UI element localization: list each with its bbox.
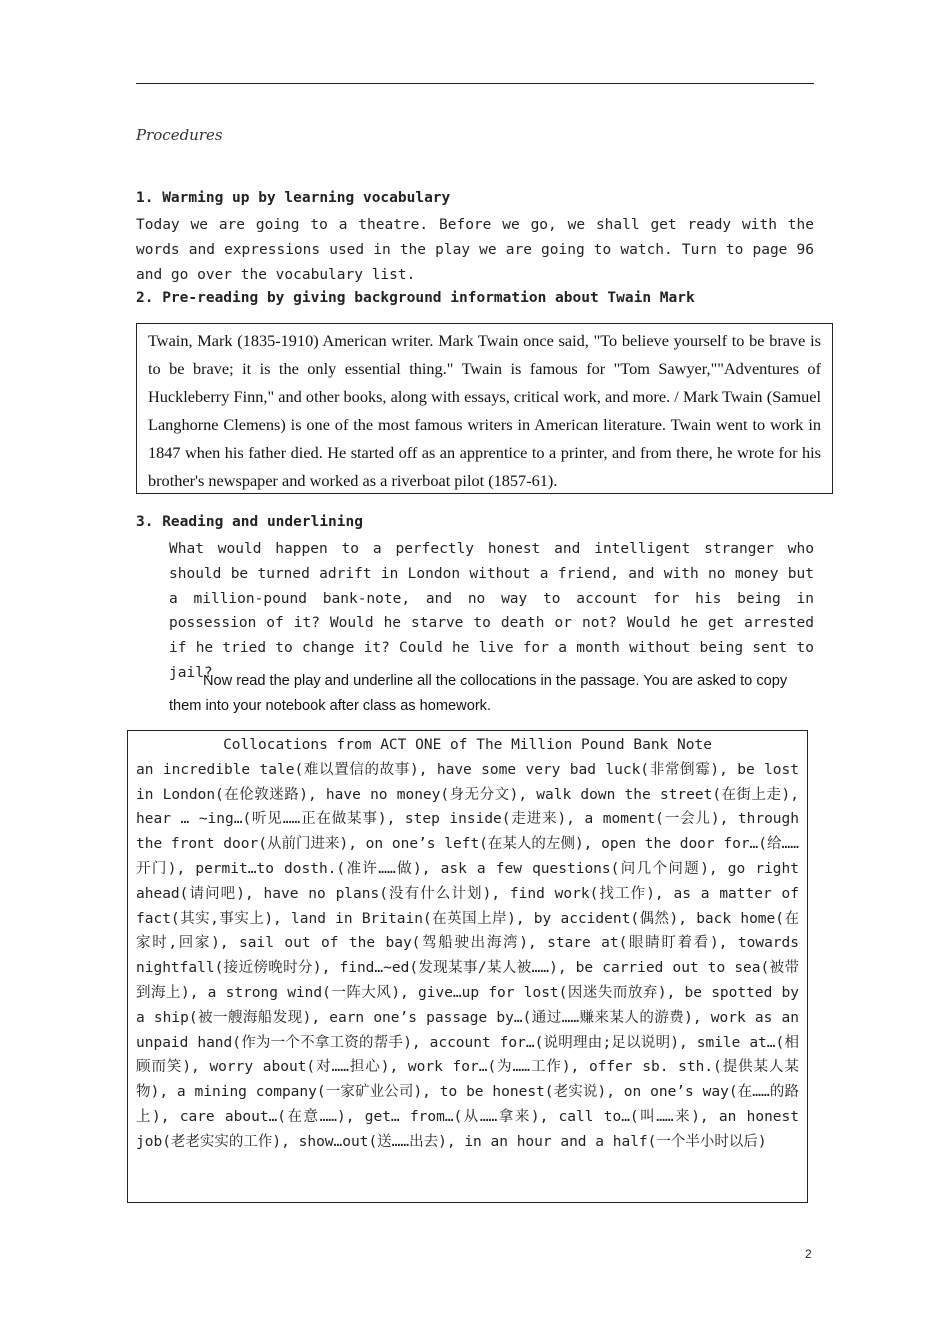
step2-heading: 2. Pre-reading by giving background information about Twain Mark — [136, 290, 695, 306]
collocations-list: an incredible tale(难以置信的故事), have some very bad luck(非常倒霉), be lost in London(在伦敦迷路), have no money(身无分文), walk down the street(在街上走), hear … ~ing…(听见……正在做某事), step inside(走进来), a moment(一会儿), through the front door(从前门进来), on one’s left(在某人的左侧), open the door for…(给……开门), permit…to dosth.(准许……做), ask a few questions(问几个问题), go right ahead(请问吧), have no plans(没有什么计划), find work(找工作), as a matter of fact(其实,事实上), land in Britain(在英国上岸), by accident(偶然), back home(在家时,回家), sail out of the bay(驾船驶出海湾), stare at(眼睛盯着看), towards nightfall(接近傍晚时分), find…~ed(发现某事/某人被……), be carried out to sea(被带到海上), a strong wind(一阵大风), give…up for lost(因迷失而放弃), be spotted by a ship(被一艘海船发现), earn one’s passage by…(通过……赚来某人的游费), work as an unpaid hand(作为一个不拿工资的帮手), account for…(说明理由;足以说明), smile at…(相顾而笑), worry about(对……担心), work for…(为……工作), offer sb. sth.(提供某人某物), a mining company(一家矿业公司), to be honest(老实说), on one’s way(在……的路上), care about…(在意……), get… from…(从……拿来), call to…(叫……来), an honest job(老老实实的工作), show…out(送……出去), in an hour and a half(一个半小时以后) — [136, 761, 799, 1150]
collocations-box — [127, 730, 808, 1203]
collocations-title: Collocations from ACT ONE of The Million Pound Bank Note — [223, 737, 712, 753]
header-rule — [136, 83, 814, 84]
underline-instruction: Now read the play and underline all the collocations in the passage. You are asked to copy them into your notebook after class as homework. — [169, 673, 788, 714]
step3-heading: 3. Reading and underlining — [136, 514, 363, 530]
twain-bio-box: Twain, Mark (1835-1910) American writer. Mark Twain once said, "To believe yourself to be brave is to be brave; it is the only essential thing." Twain is famous for "Tom Sawyer,""Adventures of Huckleberry Finn," and other books, along with essays, critical work, and more. / Mark Twain (Samuel Langhorne Clemens) is one of the most famous writers in American literature. Twain went to work in 1847 when his father died. He started off as an apprentice to a printer, and from there, he wrote for his brother's newspaper and worked as a riverboat pilot (1857-61). — [136, 323, 833, 494]
step1-heading: 1. Warming up by learning vocabulary — [136, 190, 451, 206]
section-label: Procedures — [136, 126, 223, 144]
reading-passage: What would happen to a perfectly honest and intelligent stranger who should be turned adrift in London without a friend, and with no money but a million-pound bank-note, and no way to account for his being in possession of it? Would he starve to death or not? Would he get arrested if he tried to change it? Could he live for a month without being sent to jail? — [169, 541, 814, 681]
page-number: 2 — [805, 1247, 812, 1261]
step1-paragraph: Today we are going to a theatre. Before we go, we shall get ready with the words and expressions used in the play we are going to watch. Turn to page 96 and go over the vocabulary list. — [136, 217, 814, 283]
